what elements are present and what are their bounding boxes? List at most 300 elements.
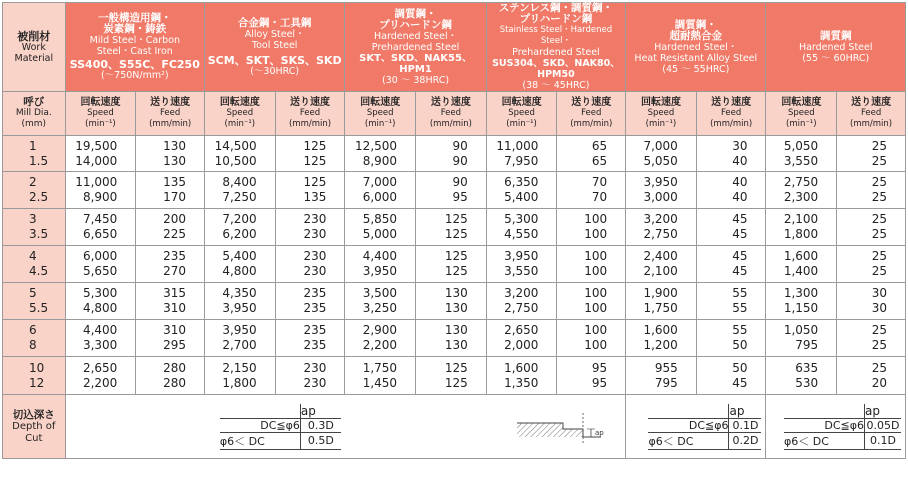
material-4-en2: Prehardened Steel bbox=[512, 47, 600, 58]
condition-large: φ6＜ DC bbox=[648, 432, 729, 449]
feed-ja: 送り速度 bbox=[430, 97, 471, 108]
value: 45 bbox=[732, 375, 748, 390]
material-5-hardness: (45 ～ 55HRC) bbox=[662, 63, 730, 75]
depth-of-cut-main bbox=[65, 395, 626, 459]
value: 125 bbox=[303, 175, 327, 189]
depth-value: 0.1D bbox=[729, 418, 762, 432]
depth-of-cut-table-a bbox=[220, 404, 341, 450]
value: 2,100 bbox=[643, 264, 678, 278]
value-cell bbox=[275, 209, 345, 246]
value-cell bbox=[557, 283, 626, 320]
value-cell bbox=[766, 136, 837, 172]
speed-en: Speed bbox=[788, 108, 815, 118]
value-cell bbox=[557, 320, 626, 357]
value-cell bbox=[204, 320, 275, 357]
material-1-grades: SS400、S55C、FC250 bbox=[69, 58, 200, 71]
depth-of-cut-label bbox=[3, 395, 66, 459]
value: 7,200 bbox=[222, 212, 257, 226]
mill-dia-cell bbox=[3, 283, 66, 320]
depth-of-cut-en1: Depth of bbox=[12, 420, 56, 432]
value: 280 bbox=[163, 375, 186, 390]
feed-en: Feed bbox=[721, 108, 742, 118]
value: 55 bbox=[732, 301, 748, 315]
value: 2,750 bbox=[504, 301, 539, 315]
value: 130 bbox=[444, 338, 468, 352]
value: 6,200 bbox=[222, 227, 257, 241]
value-cell bbox=[204, 246, 275, 283]
value-cell bbox=[136, 246, 205, 283]
value: 125 bbox=[444, 249, 468, 263]
depth-of-cut-c bbox=[766, 395, 906, 459]
value: 5,050 bbox=[783, 138, 819, 153]
value: 1,350 bbox=[504, 375, 539, 390]
table-row bbox=[3, 136, 906, 172]
material-6-ja1: 調質鋼 bbox=[819, 29, 852, 42]
value: 65 bbox=[591, 153, 608, 168]
material-4-ja1: ステンレス鋼・調質鋼・ bbox=[498, 2, 614, 14]
value: 20 bbox=[871, 375, 887, 390]
value-cell bbox=[65, 283, 136, 320]
value: 635 bbox=[795, 360, 819, 375]
value: 100 bbox=[584, 212, 608, 226]
value-cell bbox=[345, 320, 416, 357]
feed-en: Feed bbox=[440, 108, 462, 118]
value: 30 bbox=[871, 286, 887, 300]
feed-en: Feed bbox=[160, 108, 181, 118]
value: 5,650 bbox=[82, 264, 118, 278]
value: 125 bbox=[444, 360, 468, 375]
value: 3,300 bbox=[82, 338, 118, 352]
value-cell bbox=[696, 246, 766, 283]
table-row bbox=[3, 246, 906, 283]
value: 45 bbox=[732, 249, 748, 263]
value-cell bbox=[345, 209, 416, 246]
value: 4,350 bbox=[222, 286, 257, 300]
value: 125 bbox=[444, 264, 468, 278]
value-cell bbox=[696, 357, 766, 395]
ap-label: ap bbox=[729, 404, 762, 419]
speed-ja: 回転速度 bbox=[219, 97, 260, 108]
value: 25 bbox=[871, 153, 887, 168]
value-cell bbox=[345, 172, 416, 209]
value: 90 bbox=[452, 175, 468, 189]
value: 2,700 bbox=[222, 338, 257, 352]
value-cell bbox=[557, 209, 626, 246]
value-cell bbox=[204, 136, 275, 172]
cutting-conditions-table bbox=[2, 2, 906, 459]
value: 45 bbox=[732, 227, 748, 241]
material-5-en1: Hardened Steel・ bbox=[654, 41, 738, 53]
value-cell bbox=[837, 136, 906, 172]
material-1-hardness: (～750N/mm²) bbox=[100, 70, 169, 81]
material-3-en1: Hardened Steel・ bbox=[374, 30, 458, 42]
value-cell bbox=[416, 283, 487, 320]
material-header-6 bbox=[766, 3, 906, 92]
depth-value: 0.5D bbox=[300, 432, 341, 449]
material-1-en1: Mild Steel・Carbon bbox=[89, 35, 180, 46]
value: 2,000 bbox=[504, 338, 539, 352]
value: 45 bbox=[732, 212, 748, 226]
material-5-en2: Heat Resistant Alloy Steel bbox=[634, 52, 758, 64]
mill-dia-cell bbox=[3, 246, 66, 283]
value: 6,350 bbox=[504, 175, 539, 189]
work-material-label bbox=[3, 3, 66, 92]
value-cell bbox=[626, 209, 697, 246]
value: 2,100 bbox=[783, 212, 819, 226]
speed-ja: 回転速度 bbox=[80, 97, 121, 108]
speed-ja: 回転速度 bbox=[360, 97, 401, 108]
speed-header bbox=[486, 92, 557, 136]
value: 7,000 bbox=[362, 175, 398, 189]
mill-dia-value: 2 bbox=[29, 175, 37, 189]
material-1-en2: Steel・Cast Iron bbox=[96, 46, 173, 57]
value: 70 bbox=[591, 190, 608, 204]
value-cell bbox=[204, 357, 275, 395]
speed-ja: 回転速度 bbox=[501, 97, 542, 108]
value-cell bbox=[345, 136, 416, 172]
value-cell bbox=[65, 320, 136, 357]
depth-value: 0.05D bbox=[865, 418, 902, 432]
material-header-5 bbox=[626, 3, 766, 92]
feed-header bbox=[557, 92, 626, 136]
mill-dia-value: 3 bbox=[29, 212, 37, 226]
value: 19,500 bbox=[75, 138, 118, 153]
value: 2,200 bbox=[82, 375, 118, 390]
mill-dia-value: 4 bbox=[29, 249, 37, 263]
value-cell bbox=[275, 283, 345, 320]
value: 95 bbox=[591, 375, 608, 390]
mill-dia-value: 5.5 bbox=[29, 301, 49, 315]
condition-small: DC≦φ6 bbox=[784, 418, 865, 432]
value: 25 bbox=[871, 138, 887, 153]
value-cell bbox=[416, 209, 487, 246]
value: 50 bbox=[732, 360, 748, 375]
feed-unit: (mm/min) bbox=[850, 119, 893, 129]
speed-unit: (min⁻¹) bbox=[364, 119, 396, 129]
speed-en: Speed bbox=[366, 108, 394, 118]
cutting-conditions-table-wrapper bbox=[2, 2, 906, 482]
value: 795 bbox=[654, 375, 678, 390]
value: 3,950 bbox=[362, 264, 398, 278]
value-cell bbox=[626, 246, 697, 283]
value-cell bbox=[766, 246, 837, 283]
mill-dia-label bbox=[3, 92, 66, 136]
value: 3,250 bbox=[362, 301, 398, 315]
work-material-en1: Work bbox=[21, 41, 46, 53]
value: 3,550 bbox=[783, 153, 819, 168]
value: 6,000 bbox=[362, 190, 398, 204]
value-cell bbox=[696, 136, 766, 172]
value-cell bbox=[136, 357, 205, 395]
value: 100 bbox=[584, 249, 608, 263]
value: 2,750 bbox=[783, 175, 819, 189]
value-cell bbox=[626, 136, 697, 172]
feed-en: Feed bbox=[299, 108, 321, 118]
value: 1,300 bbox=[783, 286, 819, 300]
value: 2,400 bbox=[643, 249, 678, 263]
speed-unit: (min⁻¹) bbox=[85, 119, 116, 129]
value: 315 bbox=[163, 286, 186, 300]
material-3-hardness: (30 ～ 38HRC) bbox=[382, 74, 450, 86]
value-cell bbox=[766, 357, 837, 395]
mill-dia-cell bbox=[3, 209, 66, 246]
feed-unit: (mm/min) bbox=[570, 119, 613, 129]
feed-ja: 送り速度 bbox=[851, 97, 892, 108]
mill-dia-value: 3.5 bbox=[29, 227, 49, 241]
value: 7,950 bbox=[504, 153, 539, 168]
mill-dia-value: 12 bbox=[29, 375, 45, 390]
table-row bbox=[3, 283, 906, 320]
value-cell bbox=[65, 172, 136, 209]
value-cell bbox=[626, 283, 697, 320]
value: 50 bbox=[732, 338, 748, 352]
feed-en: Feed bbox=[581, 108, 602, 118]
value-cell bbox=[65, 136, 136, 172]
material-3-ja2: プリハードン鋼 bbox=[379, 18, 452, 31]
value: 6,000 bbox=[82, 249, 118, 263]
speed-unit: (min⁻¹) bbox=[224, 119, 256, 129]
mill-dia-cell bbox=[3, 357, 66, 395]
value: 295 bbox=[163, 338, 186, 352]
speed-en: Speed bbox=[508, 108, 535, 118]
value: 5,000 bbox=[362, 227, 398, 241]
value: 40 bbox=[732, 175, 748, 189]
value: 235 bbox=[163, 249, 186, 263]
material-header-2 bbox=[204, 3, 344, 92]
material-header-1 bbox=[65, 3, 204, 92]
speed-unit: (min⁻¹) bbox=[506, 119, 537, 129]
value-cell bbox=[204, 283, 275, 320]
value: 3,950 bbox=[222, 323, 257, 337]
table-row bbox=[3, 320, 906, 357]
value: 3,000 bbox=[643, 190, 678, 204]
depth-of-cut-en2: Cut bbox=[25, 432, 43, 444]
value: 235 bbox=[303, 323, 327, 337]
value: 130 bbox=[163, 138, 186, 153]
diagram-ap-label: ap bbox=[595, 428, 604, 437]
material-4-en1: Stainless Steel・Hardened Steel・ bbox=[499, 25, 613, 46]
feed-header bbox=[275, 92, 345, 136]
value: 7,000 bbox=[643, 138, 678, 153]
value-cell bbox=[416, 172, 487, 209]
value-cell bbox=[275, 320, 345, 357]
value-cell bbox=[486, 283, 557, 320]
value-cell bbox=[696, 209, 766, 246]
value: 1,900 bbox=[643, 286, 678, 300]
condition-small: DC≦φ6 bbox=[648, 418, 729, 432]
speed-ja: 回転速度 bbox=[640, 97, 681, 108]
material-header-3 bbox=[345, 3, 486, 92]
value: 125 bbox=[303, 138, 327, 153]
table-row bbox=[3, 357, 906, 395]
depth-value: 0.2D bbox=[729, 432, 762, 449]
value-cell bbox=[486, 136, 557, 172]
value-cell bbox=[837, 172, 906, 209]
value: 135 bbox=[163, 175, 186, 189]
mill-dia-cell bbox=[3, 320, 66, 357]
value-cell bbox=[766, 172, 837, 209]
value-cell bbox=[557, 357, 626, 395]
value-cell bbox=[65, 209, 136, 246]
feed-header bbox=[696, 92, 766, 136]
value: 225 bbox=[163, 227, 186, 241]
value: 1,750 bbox=[362, 360, 398, 375]
feed-header bbox=[416, 92, 487, 136]
value: 3,950 bbox=[643, 175, 678, 189]
value: 100 bbox=[584, 286, 608, 300]
value: 100 bbox=[584, 338, 608, 352]
table-row bbox=[3, 209, 906, 246]
value-cell bbox=[696, 172, 766, 209]
material-3-ja1: 調質鋼・ bbox=[394, 7, 437, 20]
ap-label: ap bbox=[865, 404, 902, 419]
value: 955 bbox=[654, 360, 678, 375]
value: 270 bbox=[163, 264, 186, 278]
value: 130 bbox=[444, 323, 468, 337]
speed-unit: (min⁻¹) bbox=[786, 119, 817, 129]
value-cell bbox=[837, 357, 906, 395]
value-cell bbox=[275, 136, 345, 172]
value: 6,650 bbox=[82, 227, 118, 241]
value: 1,400 bbox=[783, 264, 819, 278]
mill-dia-cell bbox=[3, 136, 66, 172]
value-cell bbox=[837, 246, 906, 283]
feed-ja: 送り速度 bbox=[290, 97, 331, 108]
value-cell bbox=[204, 172, 275, 209]
mill-dia-value: 5 bbox=[29, 286, 37, 300]
value: 125 bbox=[303, 153, 327, 168]
mill-dia-value: 2.5 bbox=[29, 190, 49, 204]
speed-header bbox=[345, 92, 416, 136]
value: 4,400 bbox=[362, 249, 398, 263]
value: 230 bbox=[303, 264, 327, 278]
value: 2,200 bbox=[362, 338, 398, 352]
value-cell bbox=[345, 357, 416, 395]
value-cell bbox=[557, 136, 626, 172]
value: 2,650 bbox=[82, 360, 118, 375]
value: 5,400 bbox=[222, 249, 257, 263]
step-cut-diagram-icon bbox=[515, 407, 607, 447]
value: 235 bbox=[303, 301, 327, 315]
value: 530 bbox=[795, 375, 819, 390]
material-1-ja1: 一般構造用鋼・ bbox=[98, 12, 172, 24]
value-cell bbox=[837, 283, 906, 320]
value-cell bbox=[766, 320, 837, 357]
value: 5,850 bbox=[362, 212, 398, 226]
value: 230 bbox=[303, 212, 327, 226]
value: 1,150 bbox=[783, 301, 819, 315]
condition-large: φ6＜ DC bbox=[220, 432, 301, 449]
feed-ja: 送り速度 bbox=[711, 97, 752, 108]
mill-dia-en2: (mm) bbox=[21, 119, 47, 129]
value: 4,800 bbox=[222, 264, 257, 278]
value: 3,950 bbox=[504, 249, 539, 263]
value-cell bbox=[626, 357, 697, 395]
value: 1,600 bbox=[783, 249, 819, 263]
table-row bbox=[3, 172, 906, 209]
value-cell bbox=[626, 320, 697, 357]
value: 4,400 bbox=[82, 323, 118, 337]
speed-en: Speed bbox=[647, 108, 675, 118]
value: 55 bbox=[732, 323, 748, 337]
value: 25 bbox=[871, 227, 887, 241]
value: 170 bbox=[163, 190, 186, 204]
value: 230 bbox=[303, 360, 327, 375]
value-cell bbox=[486, 320, 557, 357]
value: 11,000 bbox=[75, 175, 118, 189]
feed-ja: 送り速度 bbox=[571, 97, 612, 108]
value: 2,650 bbox=[504, 323, 539, 337]
value-cell bbox=[626, 172, 697, 209]
material-2-en1: Alloy Steel・ bbox=[244, 28, 305, 40]
value: 8,400 bbox=[222, 175, 257, 189]
work-material-en2: Material bbox=[14, 52, 54, 64]
material-4-ja2: プリハードン鋼 bbox=[519, 13, 593, 25]
value: 25 bbox=[871, 323, 887, 337]
value-cell bbox=[136, 320, 205, 357]
value: 7,450 bbox=[82, 212, 118, 226]
value: 5,300 bbox=[504, 212, 539, 226]
material-3-en2: Prehardened Steel bbox=[371, 41, 460, 53]
material-6-hardness: (55 ～ 60HRC) bbox=[802, 52, 870, 64]
value: 795 bbox=[795, 338, 819, 352]
value-cell bbox=[766, 283, 837, 320]
value: 200 bbox=[163, 212, 186, 226]
value: 14,500 bbox=[214, 138, 257, 153]
mill-dia-en1: Mill Dia. bbox=[15, 108, 52, 118]
value: 11,000 bbox=[496, 138, 539, 153]
value: 30 bbox=[871, 301, 887, 315]
condition-small: DC≦φ6 bbox=[220, 418, 301, 432]
value: 3,500 bbox=[362, 286, 398, 300]
material-4-grades: SUS304、SKD、NAK80、HPM50 bbox=[492, 58, 620, 80]
value: 100 bbox=[584, 227, 608, 241]
material-2-en2: Tool Steel bbox=[251, 39, 298, 51]
value: 280 bbox=[163, 360, 186, 375]
value: 40 bbox=[732, 190, 748, 204]
value-cell bbox=[486, 357, 557, 395]
value: 3,200 bbox=[504, 286, 539, 300]
value: 1,800 bbox=[222, 375, 257, 390]
value: 12,500 bbox=[355, 138, 398, 153]
material-2-hardness: (～30HRC) bbox=[250, 65, 300, 77]
material-header-4 bbox=[486, 3, 625, 92]
value-cell bbox=[345, 283, 416, 320]
speed-en: Speed bbox=[226, 108, 254, 118]
feed-unit: (mm/min) bbox=[710, 119, 753, 129]
mill-dia-value: 6 bbox=[29, 323, 37, 337]
value: 1,600 bbox=[504, 360, 539, 375]
value: 2,750 bbox=[643, 227, 678, 241]
value: 25 bbox=[871, 249, 887, 263]
value: 1,600 bbox=[643, 323, 678, 337]
condition-large: φ6＜ DC bbox=[784, 432, 865, 449]
value-cell bbox=[486, 246, 557, 283]
value: 3,200 bbox=[643, 212, 678, 226]
value-cell bbox=[65, 357, 136, 395]
value: 55 bbox=[732, 286, 748, 300]
value: 235 bbox=[303, 338, 327, 352]
mill-dia-ja: 呼び bbox=[23, 96, 45, 108]
depth-of-cut-b bbox=[626, 395, 766, 459]
value: 65 bbox=[591, 138, 608, 153]
ap-label: ap bbox=[300, 404, 341, 419]
feed-unit: (mm/min) bbox=[288, 119, 332, 129]
value: 4,800 bbox=[82, 301, 118, 315]
value: 45 bbox=[732, 264, 748, 278]
feed-header bbox=[837, 92, 906, 136]
value: 1,450 bbox=[362, 375, 398, 390]
